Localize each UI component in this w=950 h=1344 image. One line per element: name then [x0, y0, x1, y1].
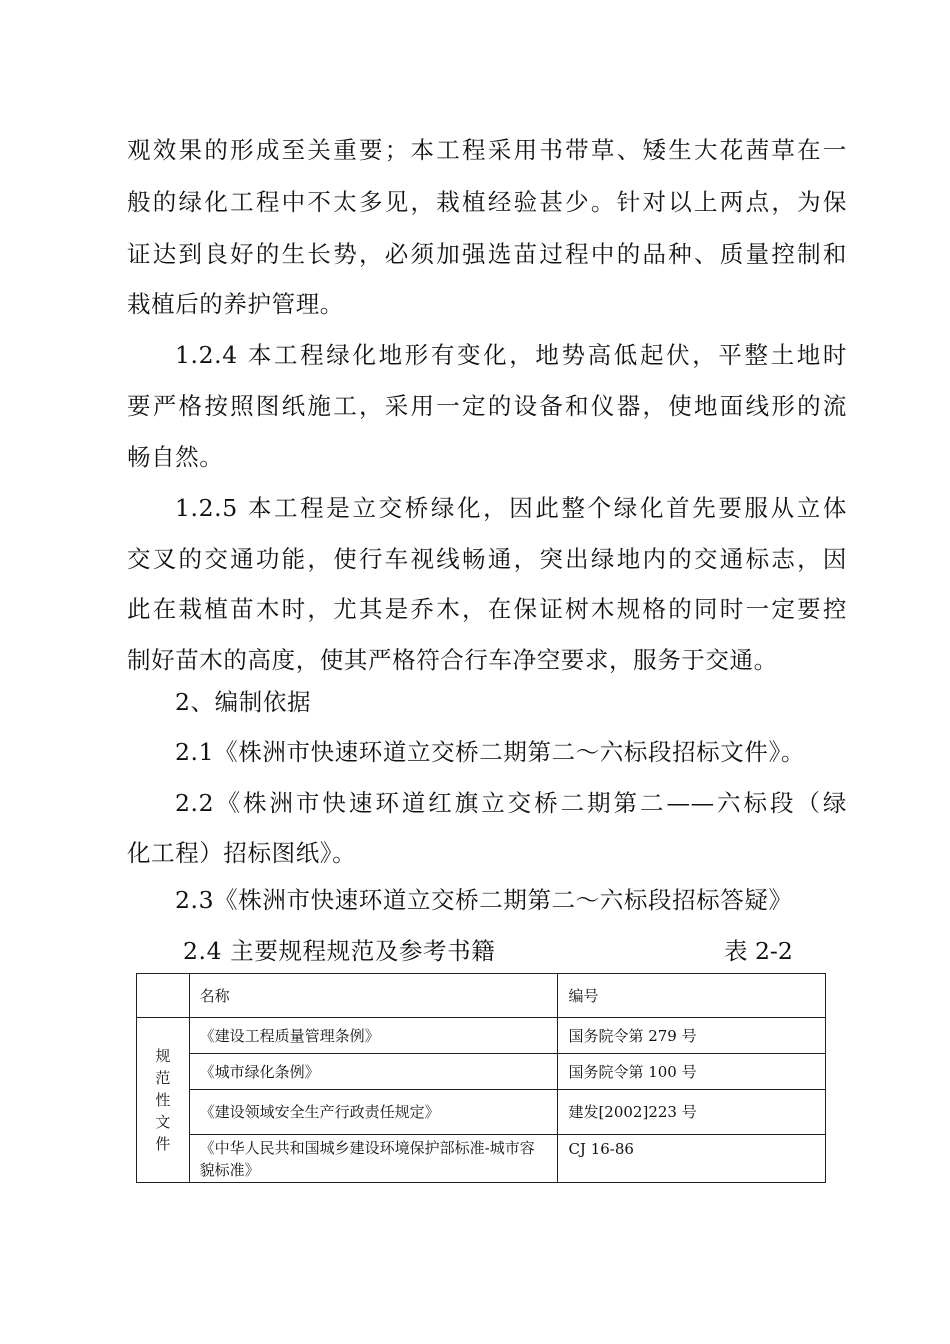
table-caption: 2.4 主要规程规范及参考书籍: [183, 937, 496, 965]
paragraph-line: 证达到良好的生长势，必须加强选苗过程中的品种、质量控制和: [127, 240, 847, 268]
reference-item: 2.3《株洲市快速环道立交桥二期第二～六标段招标答疑》: [175, 886, 793, 914]
paragraph-line: 1.2.4 本工程绿化地形有变化，地势高低起伏，平整土地时: [175, 341, 847, 369]
name-cell: 《建设工程质量管理条例》: [189, 1018, 558, 1054]
code-cell: 国务院令第 279 号: [558, 1018, 826, 1054]
table-row: [137, 1054, 826, 1090]
header-cell: [137, 974, 190, 1018]
section-heading: 2、编制依据: [175, 688, 312, 716]
name-cell: 《建设领域安全生产行政责任规定》: [189, 1090, 558, 1135]
header-cell: 编号: [558, 974, 826, 1018]
header-cell: 名称: [189, 974, 558, 1018]
paragraph-line: 般的绿化工程中不太多见，栽植经验甚少。针对以上两点，为保: [127, 188, 847, 216]
table-number: 表 2-2: [724, 937, 793, 965]
standards-table: [136, 973, 826, 1183]
name-cell: 《城市绿化条例》: [189, 1054, 558, 1090]
paragraph-line: 畅自然。: [127, 443, 224, 471]
paragraph-line: 要严格按照图纸施工，采用一定的设备和仪器，使地面线形的流: [127, 392, 847, 420]
table-row: [137, 1135, 826, 1183]
name-cell: 《中华人民共和国城乡建设环境保护部标准-城市容貌标准》: [189, 1135, 558, 1183]
paragraph-line: 栽植后的养护管理。: [127, 290, 344, 318]
paragraph-line: 此在栽植苗木时，尤其是乔木，在保证树木规格的同时一定要控: [127, 595, 847, 623]
paragraph-line: 1.2.5 本工程是立交桥绿化，因此整个绿化首先要服从立体: [175, 494, 847, 522]
group-label: 规范性文件: [155, 1047, 171, 1153]
table-header-row: [137, 974, 826, 1018]
reference-item: 化工程）招标图纸》。: [127, 839, 357, 867]
paragraph-line: 制好苗木的高度，使其严格符合行车净空要求，服务于交通。: [127, 646, 778, 674]
code-cell: CJ 16-86: [558, 1135, 826, 1183]
code-cell: 国务院令第 100 号: [558, 1054, 826, 1090]
group-cell: [137, 1018, 190, 1183]
paragraph-line: 交叉的交通功能，使行车视线畅通，突出绿地内的交通标志，因: [127, 545, 847, 573]
table-row: [137, 1018, 826, 1054]
reference-item: 2.2《株洲市快速环道红旗立交桥二期第二——六标段（绿: [175, 789, 847, 817]
reference-item: 2.1《株洲市快速环道立交桥二期第二～六标段招标文件》。: [175, 738, 805, 766]
table-row: [137, 1090, 826, 1135]
code-cell: 建发[2002]223 号: [558, 1090, 826, 1135]
paragraph-line: 观效果的形成至关重要；本工程采用书带草、矮生大花茜草在一: [127, 136, 847, 164]
